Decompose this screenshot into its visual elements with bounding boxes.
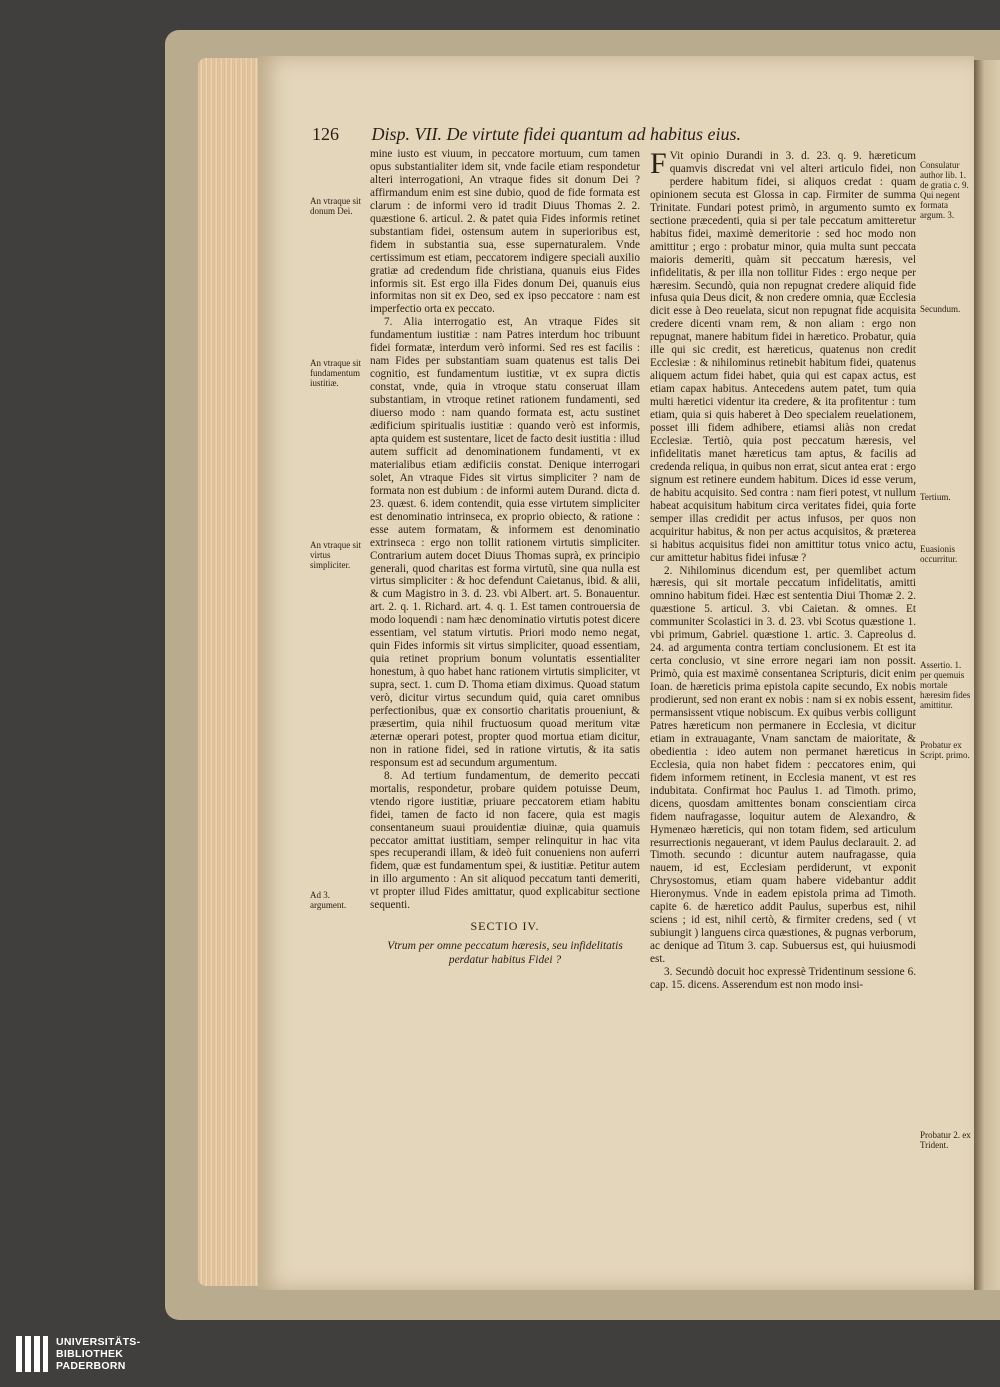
margin-note: An vtraque sit donum Dei. (310, 196, 361, 216)
paragraph: 7. Alia interrogatio est, An vtraque Fides sit fundamentum iustitiæ : nam Patres interdum hoc tribuunt fidei formatæ, interdum verò informi. Sed res est facilis : nam Fides per substantiam suam quatenus est talis Dei cognitio, est fundamentum iustitiæ, vt ex supra dictis constat, vnde, quia in vtroque statu conseruat illam substantiam, in vtroque retinet rationem fundamenti, sed diuerso modo : nam quando formata est, actu sustinet ædificium spiritualis iustitiæ : quando verò est informis, apta quidem est sustentare, licet de facto desit iustitia : illud autem sufficit ad denominationem fundamenti, vt ex materialibus etiam ædificiis constat. Denique interrogari solet, An vtraque Fides sit virtus simpliciter ? nam de formata non est dubium : de informi autem Durand. dicta d. 23. quæst. 6. idem contendit, quia esse virtutem simpliciter est denominatio intrinseca, ex proprio obiecto, & ratione : esse autem formatam, & informem est denominatio extrinseca : ergo non tollit rationem virtutis simpliciter. Contrarium autem docet Diuus Thomas suprà, ex principio generali, quod charitas est forma virtutũ, sine qua nulla est virtus simpliciter : & hoc defendunt Caietanus, ibid. & alii, & cum Magistro in 3. d. 23. vbi Albert. art. 5. Bonauentur. art. 2. q. 1. Richard. art. 4. q. 1. Est tamen controuersia de modo loquendi : nam hæc denominatio virtutis potest dicere essentiam, vel statum virtutis. Priori modo nemo negat, quin Fides informis sit virtus simpliciter, quoad essentiam, quia retinet proprium bonum voluntatis essentialiter honestum, à quo habet hanc rationem virtutis simpliciter, vt supra, sect. 1. cum D. Thoma etiam diximus. Quoad statum verò, dicitur virtus secundum quid, quia caret omnibus perfectionibus, quæ ex consortio charitatis proueniunt, & præsertim, quia nihil fructuosum quoad meritum vitæ æternæ operari potest, propter quod mortua etiam dicitur, non in ratione fidei, sed in ratione virtutis, & ita satis responsum est ad secundum argumentum. (370, 316, 640, 769)
running-title: Disp. VII. De virtute fidei quantum ad habitus eius. (371, 124, 741, 144)
margin-note: Euasionis occurritur. (920, 544, 958, 564)
paragraph: 2. Nihilominus dicendum est, per quemlibet actum hæresis, qui sit mortale peccatum infidelitatis, amitti omnino habitum fidei. Hæc est sententia Diui Thomæ 2. 2. quæstione 5. articul. 3. vbi Caietan. & omnes. Et communiter Scolastici in 3. d. 23. vbi Scotus quæstione 1. vbi primum, Gabriel. quæstione 1. artic. 3. Capreolus d. 24. ad argumenta contra tertiam conclusionem. Et est ita certa conclusio, vt sine errore negari iam non possit. Primò, quia est maximè consentanea Scripturis, dicit enim Ioan. de hæreticis prima epistola capite secundo, Ex nobis prodierunt, sed non erant ex nobis : nam si ex nobis essent, permansissent vtique nobiscum. Ex quibus verbis colligunt Patres hæreticum non permanere in Ecclesia, vt dicitur etiam in extrauagante, Vnam sanctam de maioritate, & obedientia : ideo autem non permanet hæreticus in Ecclesia, quia non habet fidem : peccatores enim, qui fidem informem retinent, in Ecclesia manent, vt est res indubitata. Confirmat hoc Paulus 1. ad Timoth. primo, dicens, quosdam amittentes bonam conscientiam circa fidem naufragasse, loquitur autem de Alexandro, & Hymenæo hæreticis, qui non totam fidem, sed articulum resurrectionis negauerant, vt idem Paulus declarauit. 2. ad Timoth. secundo : dicuntur autem naufragasse, quia nauem, id est, Ecclesiam perdiderunt, vt exponit Chrysostomus, etiam quam habere videbantur addit Hieronymus. Vnde in eadem epistola prima ad Timoth. capite 6. de hæretico addit Paulus, superbus est, nihil sciens ; id est, nihil certò, & firmiter credens, sed ( vt subiungit ) languens circa quæstiones, & pugnas verborum, ac denique ad Titum 3. cap. Subuersus est, qui huiusmodi est. (650, 564, 916, 966)
margin-note: Tertium. (920, 492, 951, 502)
next-page-edge (974, 60, 1000, 1290)
margin-note: Ad 3. argument. (310, 890, 347, 910)
section-heading (370, 920, 640, 967)
page-number: 126 (312, 124, 339, 144)
margin-note: An vtraque sit fundamentum iustitiæ. (310, 358, 361, 388)
margin-note: Secundum. (920, 304, 961, 314)
library-logo-icon (14, 1334, 50, 1374)
section-label: SECTIO IV. (470, 919, 540, 934)
running-header (312, 124, 832, 145)
margin-note: Assertio. 1. per quemuis mortale hæresim fides amittitur. (920, 660, 971, 710)
left-column (370, 148, 640, 1178)
margin-note: An vtraque sit virtus simpliciter. (310, 540, 361, 570)
drop-capital: F (650, 150, 667, 180)
paragraph: Vit opinio Durandi in 3. d. 23. q. 9. hæreticum quamvis discredat vni vel alteri articulo fidei, non perdere habitum fidei, si aliquos credat : quam opinionem secuta est Glossa in cap. Firmiter de summa Trinitate. Fundari potest primò, in argumento sumto ex sectione præcedenti, quia si per tale peccatum amitteretur habitus fidei, maximè demeritorie : sed hoc modo non amittitur ; ergo : probatur minor, quia multa sunt peccata maioris demeriti, quàm sit peccatum hæresis, vel infidelitatis, & per illa non tollitur Fides : ergo neque per hæresim. Secundò, quia non repugnat credere aliquid fide infusa quia Deus dicit, & non credere omnia, quæ Ecclesia dicit esse à Deo reuelata, sicut non repugnat fide acquisita credere dicenti vnam rem, & non aliam : ergo non repugnat, manere habitum fidei in hæretico. Probatur, quia ille qui sic credit, est hæreticus, quatenus non credit Ecclesiæ : & nihilominus retinebit habitum fidei, quatenus aliquem actum fidei habet, quia qui est capax actus, est etiam capax habitus. Antecedens autem patet, tum quia multi hæretici videntur ita credere, & ita profitentur : tum etiam, quia si quis haberet à Deo specialem reuelationem, posset illi fidem adhibere, etiamsi aliàs non credat Ecclesiæ. Tertiò, quia post peccatum hæresis, vel infidelitatis manet hæreticus tam aptus, & facilis ad credenda reliqua, in quibus non errat, sicut antea erat : ergo signum est retinere eundem habitum. Dices id esse verum, de habitu acquisito. Sed contra : nam fieri potest, vt nullum habeat acquisitum habitum circa veritates fidei, quia forte semper illas credidit per actus infusos, per quos non acquiritur habitus, & non per actus acquisitos, & præterea si habitus acquisitus fidei non amittitur totus vnico actu, cur amittetur habitus fidei infusæ ? (650, 150, 916, 564)
logo-line: PADERBORN (56, 1360, 126, 1372)
paragraph: mine iusto est viuum, in peccatore mortuum, cum tamen opus substantialiter idem sit, vnde facile etiam respondetur alteri interrogationi, An vtraque fides sit donum Dei ? affirmandum enim est sine dubio, quod de fide formata est clarum : de informi vero id tradit Diuus Thomas 2. 2. quæstione 6. articul. 2. & patet quia Fides informis retinet substantiam fidei, ostensum autem in superioribus est, fidem in substantia sua, esse supernaturalem. Vnde certissimum est etiam, peccatorem indigere speciali auxilio gratiæ ad credendum fide christiana, quanuis eius Fides informis sit. Est ergo illa Fides donum Dei, quanuis eius informitas non sit ex Deo, sed ex ipso peccatore : nam est imperfectio orta ex peccato. (370, 148, 640, 316)
right-column (650, 150, 916, 1180)
margin-note: Probatur 2. ex Trident. (920, 1130, 971, 1150)
library-logo-text (56, 1336, 140, 1372)
margin-note: Probatur ex Script. primo. (920, 740, 970, 760)
logo-line: BIBLIOTHEK (56, 1348, 124, 1360)
paragraph: 3. Secundò docuit hoc expressè Tridentinum sessione 6. cap. 15. dicens. Asserendum est non modo insi- (650, 966, 916, 991)
section-title: Vtrum per omne peccatum hæresis, seu infidelitatis perdatur habitus Fidei ? (387, 940, 623, 967)
paragraph: 8. Ad tertium fundamentum, de demerito peccati mortalis, respondetur, probare quidem potuisse Deum, vtendo rigore iustitiæ, priuare peccatorem etiam habitu fidei, tamen de facto id non facere, quia est magis consentaneum suaui prouidentiæ diuinæ, quia quamuis peccator amittat iustitiam, semper relinquitur in hac vita spes recuperandi illam, & ideò fuit conueniens non auferri fidem, quæ est fundamentum spei, & iustitiæ. Petitur autem in illo argumento : An sit aliquod peccatum tanti demeriti, vt propter illud Fides amittatur, quod explicabitur sectione sequenti. (370, 769, 640, 912)
page-edges (198, 58, 260, 1286)
margin-note: Consulatur author lib. 1. de gratia c. 9. Qui negent formata argum. 3. (920, 160, 969, 220)
logo-line: UNIVERSITÄTS- (56, 1336, 141, 1348)
